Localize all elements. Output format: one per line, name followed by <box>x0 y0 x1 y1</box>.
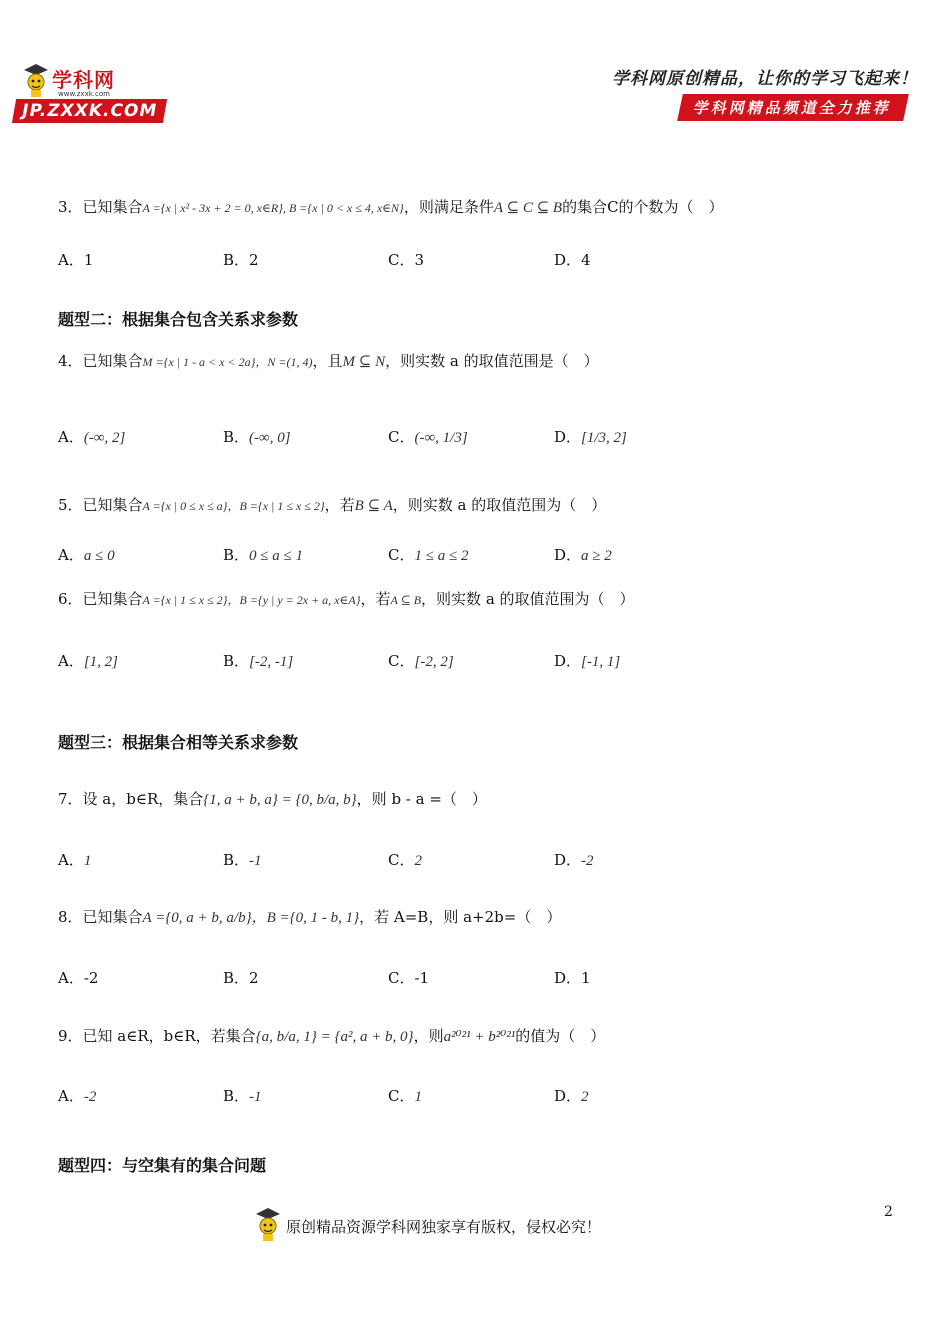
q6-tail: ，则实数 a 的取值范围为（ ） <box>421 590 635 608</box>
q9-mid: ，则 <box>413 1027 444 1045</box>
q7-option-d: D．-2 <box>554 851 594 869</box>
q9-tail: 的值为（ ） <box>515 1027 606 1045</box>
header-band: 学科网精品频道全力推荐 <box>677 94 909 121</box>
q5-option-d: D．a ≥ 2 <box>554 546 612 564</box>
logo-url: www.zxxk.com <box>58 90 110 98</box>
question-4 <box>58 350 599 371</box>
q7-tail: ，则 b - a =（ ） <box>356 790 487 808</box>
q7-option-c: C．2 <box>388 851 422 869</box>
q9-option-d: D．2 <box>554 1087 589 1105</box>
q3-set-a: A ={x | x² - 3x + 2 = 0, x∈R} <box>142 201 283 215</box>
q3-option-d: D．4 <box>554 251 591 269</box>
q3-tail: 的集合C的个数为（ ） <box>562 198 724 216</box>
q8-tail: ，若 A=B，则 a+2b=（ ） <box>359 908 562 926</box>
q7-stem: 7．设 a，b∈R，集合 <box>58 790 204 808</box>
section-title-4: 题型四：与空集有的集合问题 <box>58 1156 267 1175</box>
question-5 <box>58 494 606 515</box>
q4-option-b: B．(-∞, 0] <box>223 428 291 446</box>
section-title-3: 题型三：根据集合相等关系求参数 <box>58 733 299 752</box>
page-number: 2 <box>884 1204 893 1220</box>
q5-sets: A ={x | 0 ≤ x ≤ a}，B ={x | 1 ≤ x ≤ 2} <box>142 499 325 513</box>
q4-set-m: M ={x | 1 - a < x < 2a} <box>142 355 256 369</box>
question-8 <box>58 906 561 927</box>
q8-option-c: C．-1 <box>388 969 430 987</box>
q4-option-d: D．[1/3, 2] <box>554 428 627 446</box>
footer-mascot-icon <box>254 1206 282 1242</box>
q5-option-a: A．a ≤ 0 <box>58 546 115 564</box>
q8-option-b: B．2 <box>223 969 259 987</box>
q6-mid: ，若 <box>360 590 391 608</box>
q9-expression: a²⁰²¹ + b²⁰²¹ <box>443 1029 516 1045</box>
q8-set-a: A ={0, a + b, a/b} <box>142 910 252 926</box>
q5-option-c: C．1 ≤ a ≤ 2 <box>388 546 469 564</box>
q5-option-b: B．0 ≤ a ≤ 1 <box>223 546 303 564</box>
question-7 <box>58 788 487 809</box>
q6-option-c: C．[-2, 2] <box>388 652 454 670</box>
q4-mid: ，且 <box>312 352 343 370</box>
q4-option-a: A．(-∞, 2] <box>58 428 126 446</box>
q5-mid: ，若 <box>324 496 355 514</box>
logo-mascot-icon <box>22 62 50 98</box>
q3-stem: 3．已知集合 <box>58 198 143 216</box>
q6-set-b: ，B ={y | y = 2x + a, x∈A} <box>227 593 361 607</box>
q5-tail: ，则实数 a 的取值范围为（ ） <box>392 496 607 514</box>
q6-set-a: A ={x | 1 ≤ x ≤ 2} <box>142 593 228 607</box>
q4-condition: M ⊆ N <box>342 354 386 370</box>
q8-stem: 8．已知集合 <box>58 908 143 926</box>
q3-option-c: C．3 <box>388 251 425 269</box>
q9-stem: 9．已知 a∈R，b∈R，若集合 <box>58 1027 256 1045</box>
section-title-2: 题型二：根据集合包含关系求参数 <box>58 310 299 329</box>
q7-option-b: B．-1 <box>223 851 262 869</box>
q8-option-d: D．1 <box>554 969 591 987</box>
question-3 <box>58 196 724 217</box>
q8-option-a: A．-2 <box>58 969 99 987</box>
q4-option-c: C．(-∞, 1/3] <box>388 428 468 446</box>
q8-set-b: ，B ={0, 1 - b, 1} <box>251 910 360 926</box>
q9-equation: {a, b/a, 1} = {a², a + b, 0} <box>255 1029 414 1045</box>
q9-option-a: A．-2 <box>58 1087 97 1105</box>
question-9 <box>58 1025 605 1046</box>
q5-condition: B ⊆ A <box>354 498 393 514</box>
q6-stem: 6．已知集合 <box>58 590 143 608</box>
logo-band: JP.ZXXK.COM <box>12 99 167 123</box>
q4-set-n: ，N =(1, 4) <box>255 355 313 369</box>
footer-copyright: 原创精品资源学科网独家享有版权，侵权必究！ <box>286 1218 602 1236</box>
q9-option-c: C．1 <box>388 1087 422 1105</box>
q4-stem: 4．已知集合 <box>58 352 143 370</box>
q7-option-a: A．1 <box>58 851 92 869</box>
logo-text: 学科网 <box>52 68 115 92</box>
header-slogan: 学科网原创精品，让你的学习飞起来！ <box>612 69 918 89</box>
q5-stem: 5．已知集合 <box>58 496 143 514</box>
q3-mid: ，则满足条件 <box>403 198 494 216</box>
q6-option-a: A．[1, 2] <box>58 652 119 670</box>
q3-option-a: A．1 <box>58 251 94 269</box>
q6-option-d: D．[-1, 1] <box>554 652 621 670</box>
q9-option-b: B．-1 <box>223 1087 262 1105</box>
q3-condition: A ⊆ C ⊆ B <box>493 200 563 216</box>
q4-tail: ，则实数 a 的取值范围是（ ） <box>385 352 599 370</box>
q3-set-b: , B ={x | 0 < x ≤ 4, x∈N} <box>282 201 404 215</box>
q6-condition: A ⊆ B <box>390 593 422 607</box>
q3-option-b: B．2 <box>223 251 259 269</box>
question-6 <box>58 588 635 609</box>
q6-option-b: B．[-2, -1] <box>223 652 294 670</box>
q7-equation: {1, a + b, a} = {0, b/a, b} <box>203 792 357 808</box>
